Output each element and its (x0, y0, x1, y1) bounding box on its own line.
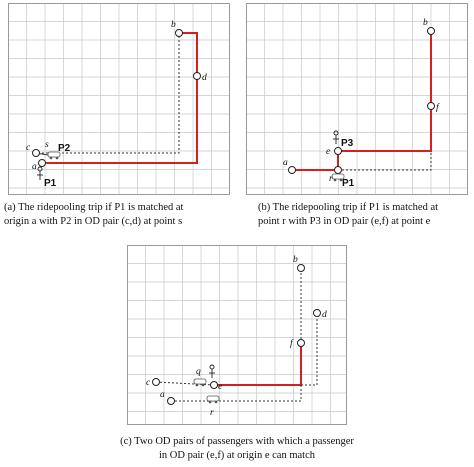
caption-a (4, 201, 236, 229)
node-b (298, 265, 305, 272)
person-icon (37, 167, 43, 180)
car-icon (207, 396, 219, 403)
label-passenger: P1 (44, 178, 57, 189)
node-d (314, 310, 321, 317)
node-d (194, 73, 201, 80)
caption-c (80, 435, 394, 463)
panel-b-diagram (246, 3, 468, 195)
label-b: b (423, 18, 428, 28)
label-a: a (160, 390, 165, 400)
label-r: r (329, 174, 333, 184)
node-c (33, 150, 40, 157)
label-c: c (146, 378, 151, 388)
caption-b (258, 201, 472, 229)
node-e (211, 382, 218, 389)
caption-line: origin a with P2 in OD pair (c,d) at point s (4, 216, 183, 227)
car-icon (194, 379, 206, 386)
direct-route-dotted (42, 33, 179, 153)
caption-line: in OD pair (e,f) at origin e can match (159, 450, 315, 461)
label-f: f (290, 339, 293, 349)
node-c (153, 379, 160, 386)
label-d: d (202, 73, 207, 83)
ridepooling-route (292, 31, 431, 170)
label-c: c (26, 143, 31, 153)
node-r (335, 167, 342, 174)
node-b (176, 30, 183, 37)
label-r: r (210, 408, 214, 418)
label-passenger: P2 (58, 143, 71, 154)
node-f (428, 103, 435, 110)
panel-a-diagram (8, 3, 230, 195)
label-a: a (283, 158, 288, 168)
node-a (39, 160, 46, 167)
caption-line: (c) Two OD pairs of passengers with which a passenger (120, 436, 354, 447)
label-f: f (436, 103, 439, 113)
node-a (168, 398, 175, 405)
label-s: s (45, 140, 49, 150)
caption-line: (b) The ridepooling trip if P1 is matched at (258, 202, 439, 213)
node-f (298, 340, 305, 347)
caption-line: point r with P3 in OD pair (e,f) at point e (258, 216, 431, 227)
label-e: e (326, 147, 331, 157)
caption-line: (a) The ridepooling trip if P1 is matched at (4, 202, 184, 213)
label-b: b (293, 255, 298, 265)
label-d: d (322, 310, 327, 320)
person-icon (209, 365, 215, 378)
label-e: e (218, 382, 223, 392)
node-a (289, 167, 296, 174)
direct-route-dotted (338, 151, 431, 170)
label-b: b (171, 20, 176, 30)
ridepooling-route (214, 343, 301, 385)
node-b (428, 28, 435, 35)
label-passenger: P1 (342, 178, 355, 189)
label-a: a (32, 162, 37, 172)
label-q: q (196, 367, 201, 377)
panel-c-diagram (127, 245, 347, 425)
person-icon (333, 131, 339, 144)
label-passenger: P3 (341, 138, 354, 149)
